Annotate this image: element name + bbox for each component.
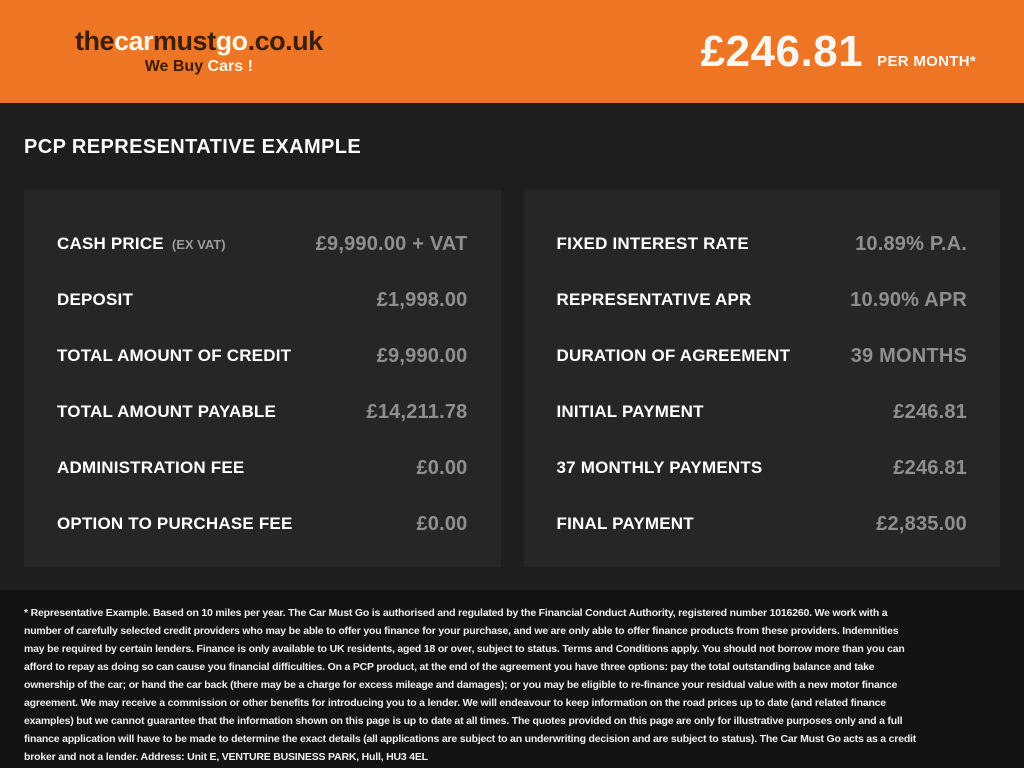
row-deposit [57,272,468,328]
footer-disclaimer-section [0,590,1024,768]
monthly-price-suffix: PER MONTH* [877,52,976,70]
row-value: £246.81 [893,456,967,479]
row-value: 10.89% P.A. [855,232,967,255]
logo-part-car: car [114,26,154,56]
row-initial-payment [557,384,968,440]
row-representative-apr [557,272,968,328]
row-value: £2,835.00 [876,512,967,535]
row-label: CASH PRICE [57,234,164,253]
disclaimer-text: * Representative Example. Based on 10 miles per year. The Car Must Go is authorised and regulated by the Financial Conduct Authority, registered number 1016260. We work with a number of carefully selected credit providers who may be able to offer you finance for your purchase, and we are only able to offer finance products from these providers. Indemnities may be required by certain lenders. Finance is only available to UK residents, aged 18 or over, subject to status. Terms and Conditions apply. You should not borrow more than you can afford to repay as doing so can cause you financial difficulties. On a PCP product, at the end of the agreement you have three options: pay the total outstanding balance and take ownership of the car; or hand the car back (there may be a charge for excess mileage and damages); or you may be eligible to re-finance your residual value with a new motor finance agreement. We may receive a commission or other benefits for introducing you to a lender. We will endeavour to keep information on the road prices up to date (and related finance examples) but we cannot guarantee that the information shown on this page is up to date at all times. The quotes provided on this page are only for illustrative purposes only and a full finance application will have to be made to determine the exact details (all applications are subject to an underwriting decision and are subject to status). The Car Must Go acts as a credit broker and not a lender. Address: Unit E, VENTURE BUSINESS PARK, Hull, HU3 4EL [24,607,917,763]
row-value: 10.90% APR [850,288,967,311]
row-option-to-purchase-fee [57,496,468,552]
row-label: FIXED INTEREST RATE [556,234,749,253]
row-value: £0.00 [416,456,468,479]
finance-panel-left [24,190,501,567]
row-label: TOTAL AMOUNT PAYABLE [57,402,277,421]
row-administration-fee [57,440,468,496]
row-label: DURATION OF AGREEMENT [556,346,791,365]
row-final-payment [557,496,968,552]
logo-part-the: the [75,26,114,56]
finance-panels [24,190,1000,567]
site-header [0,0,1024,103]
row-value: £9,990.00 [376,344,468,367]
row-total-amount-of-credit [57,328,468,384]
row-label: REPRESENTATIVE APR [556,290,752,309]
finance-example-section [0,103,1024,590]
logo-part-domain: .co.uk [247,26,323,56]
logo-part-must: must [153,26,216,56]
row-label: DEPOSIT [57,290,134,309]
row-monthly-payments [557,440,968,496]
row-value: £9,990.00 + VAT [315,232,468,255]
row-value: £246.81 [893,400,967,423]
row-label: ADMINISTRATION FEE [57,458,245,477]
tagline-cars: Cars [207,58,248,75]
row-cash-price [57,216,468,272]
logo-tagline [145,57,253,77]
row-total-amount-payable [57,384,468,440]
tagline-bang: ! [247,58,253,75]
row-label: OPTION TO PURCHASE FEE [57,514,293,533]
row-duration-of-agreement [557,328,968,384]
row-sublabel: (EX VAT) [171,237,226,252]
row-label: INITIAL PAYMENT [556,402,704,421]
page-title: PCP REPRESENTATIVE EXAMPLE [24,136,362,158]
row-fixed-interest-rate [557,216,968,272]
monthly-price-block [701,27,976,77]
row-value: £1,998.00 [376,288,468,311]
row-value: £0.00 [416,512,468,535]
site-logo[interactable] [75,26,323,77]
tagline-we-buy: We Buy [144,58,208,75]
finance-panel-right [524,190,1001,567]
monthly-price-amount: £246.81 [700,26,864,76]
row-label: FINAL PAYMENT [556,514,694,533]
row-label: 37 MONTHLY PAYMENTS [556,458,763,477]
logo-wordmark [75,26,323,56]
row-value: £14,211.78 [366,400,468,423]
row-label: TOTAL AMOUNT OF CREDIT [57,346,292,365]
logo-part-go: go [215,26,248,56]
row-value: 39 MONTHS [850,344,967,367]
